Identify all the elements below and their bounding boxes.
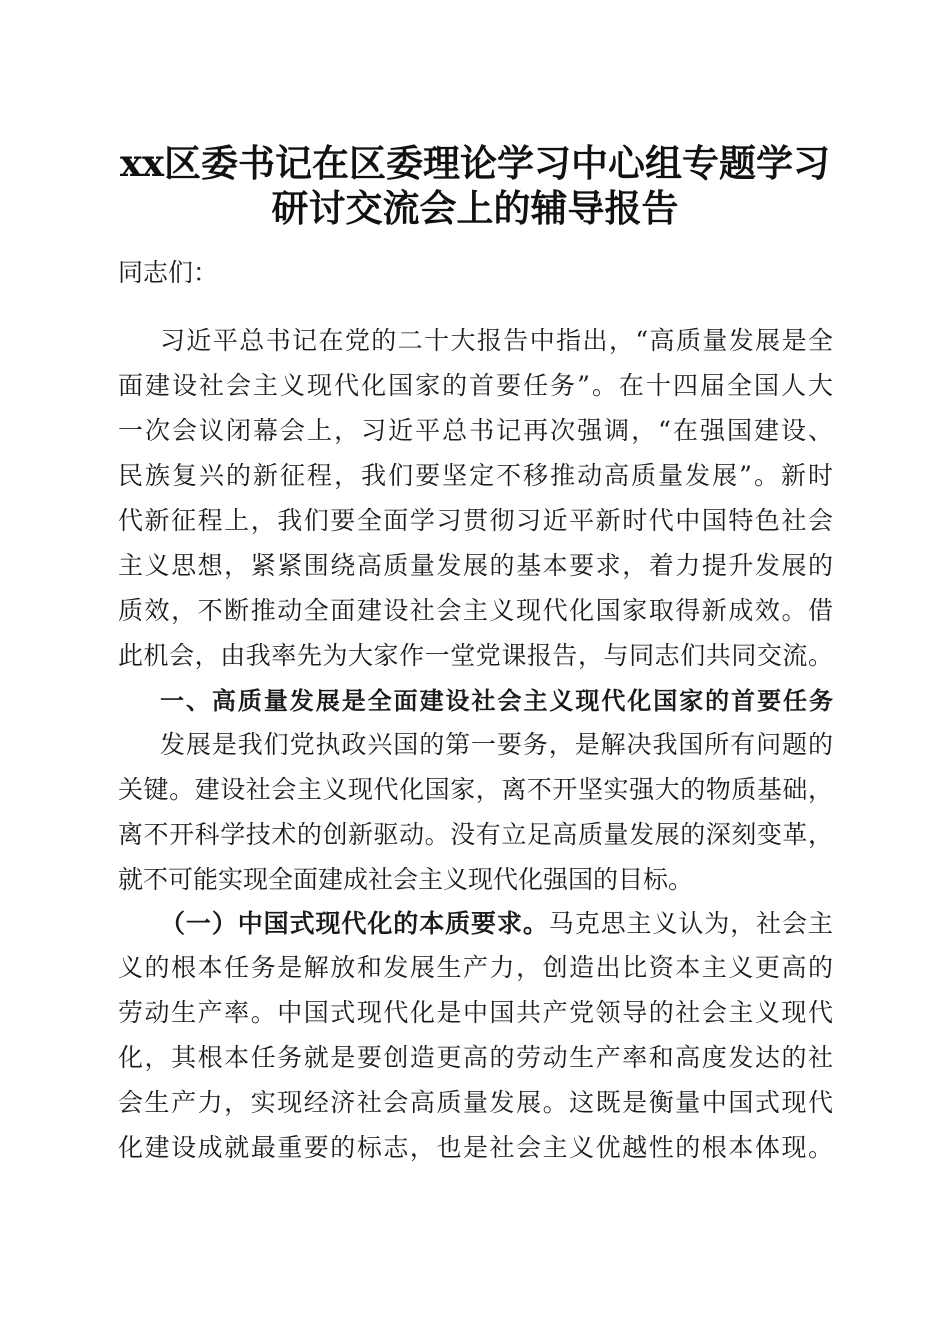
paragraph-1-line: 此机会，由我率先为大家作一堂党课报告，与同志们共同交流。 <box>118 641 833 670</box>
paragraph-3-line: 会生产力，实现经济社会高质量发展。这既是衡量中国式现代 <box>118 1088 833 1117</box>
paragraph-1-line: 面建设社会主义现代化国家的首要任务”。在十四届全国人大 <box>118 371 833 400</box>
paragraph-3-line: 化，其根本任务就是要创造更高的劳动生产率和高度发达的社 <box>118 1043 833 1072</box>
document-title-line-1: xx区委书记在区委理论学习中心组专题学习 <box>119 141 831 185</box>
paragraph-2-line: 发展是我们党执政兴国的第一要务，是解决我国所有问题的 <box>160 730 833 759</box>
paragraph-2-line: 就不可能实现全面建成社会主义现代化强国的目标。 <box>118 865 694 894</box>
salutation: 同志们： <box>118 258 219 287</box>
paragraph-3-first-line <box>160 909 833 939</box>
paragraph-2-line: 关键。建设社会主义现代化国家，离不开坚实强大的物质基础， <box>118 775 833 804</box>
paragraph-3-line: 劳动生产率。中国式现代化是中国共产党领导的社会主义现代 <box>118 998 833 1027</box>
paragraph-1-line: 民族复兴的新征程，我们要坚定不移推动高质量发展”。新时 <box>118 461 833 490</box>
paragraph-2-line: 离不开科学技术的创新驱动。没有立足高质量发展的深刻变革， <box>118 820 833 849</box>
section-heading-1: 一、高质量发展是全面建设社会主义现代化国家的首要任务 <box>160 687 833 715</box>
paragraph-1-line: 主义思想，紧紧围绕高质量发展的基本要求，着力提升发展的 <box>118 551 833 580</box>
paragraph-3-first-line-rest: 马克思主义认为，社会主 <box>548 909 833 938</box>
paragraph-3-line: 化建设成就最重要的标志，也是社会主义优越性的根本体现。 <box>118 1133 833 1162</box>
paragraph-1-line: 习近平总书记在党的二十大报告中指出，“高质量发展是全 <box>160 326 833 355</box>
paragraph-1-line: 一次会议闭幕会上，习近平总书记再次强调，“在强国建设、 <box>118 416 833 445</box>
paragraph-1-line: 质效，不断推动全面建设社会主义现代化国家取得新成效。借 <box>118 596 833 625</box>
paragraph-1-line: 代新征程上，我们要全面学习贯彻习近平新时代中国特色社会 <box>118 506 833 535</box>
paragraph-3-line: 义的根本任务是解放和发展生产力，创造出比资本主义更高的 <box>118 953 833 982</box>
document-title-line-2: 研讨交流会上的辅导报告 <box>271 186 679 230</box>
subheading-1: （一）中国式现代化的本质要求。 <box>160 909 549 938</box>
